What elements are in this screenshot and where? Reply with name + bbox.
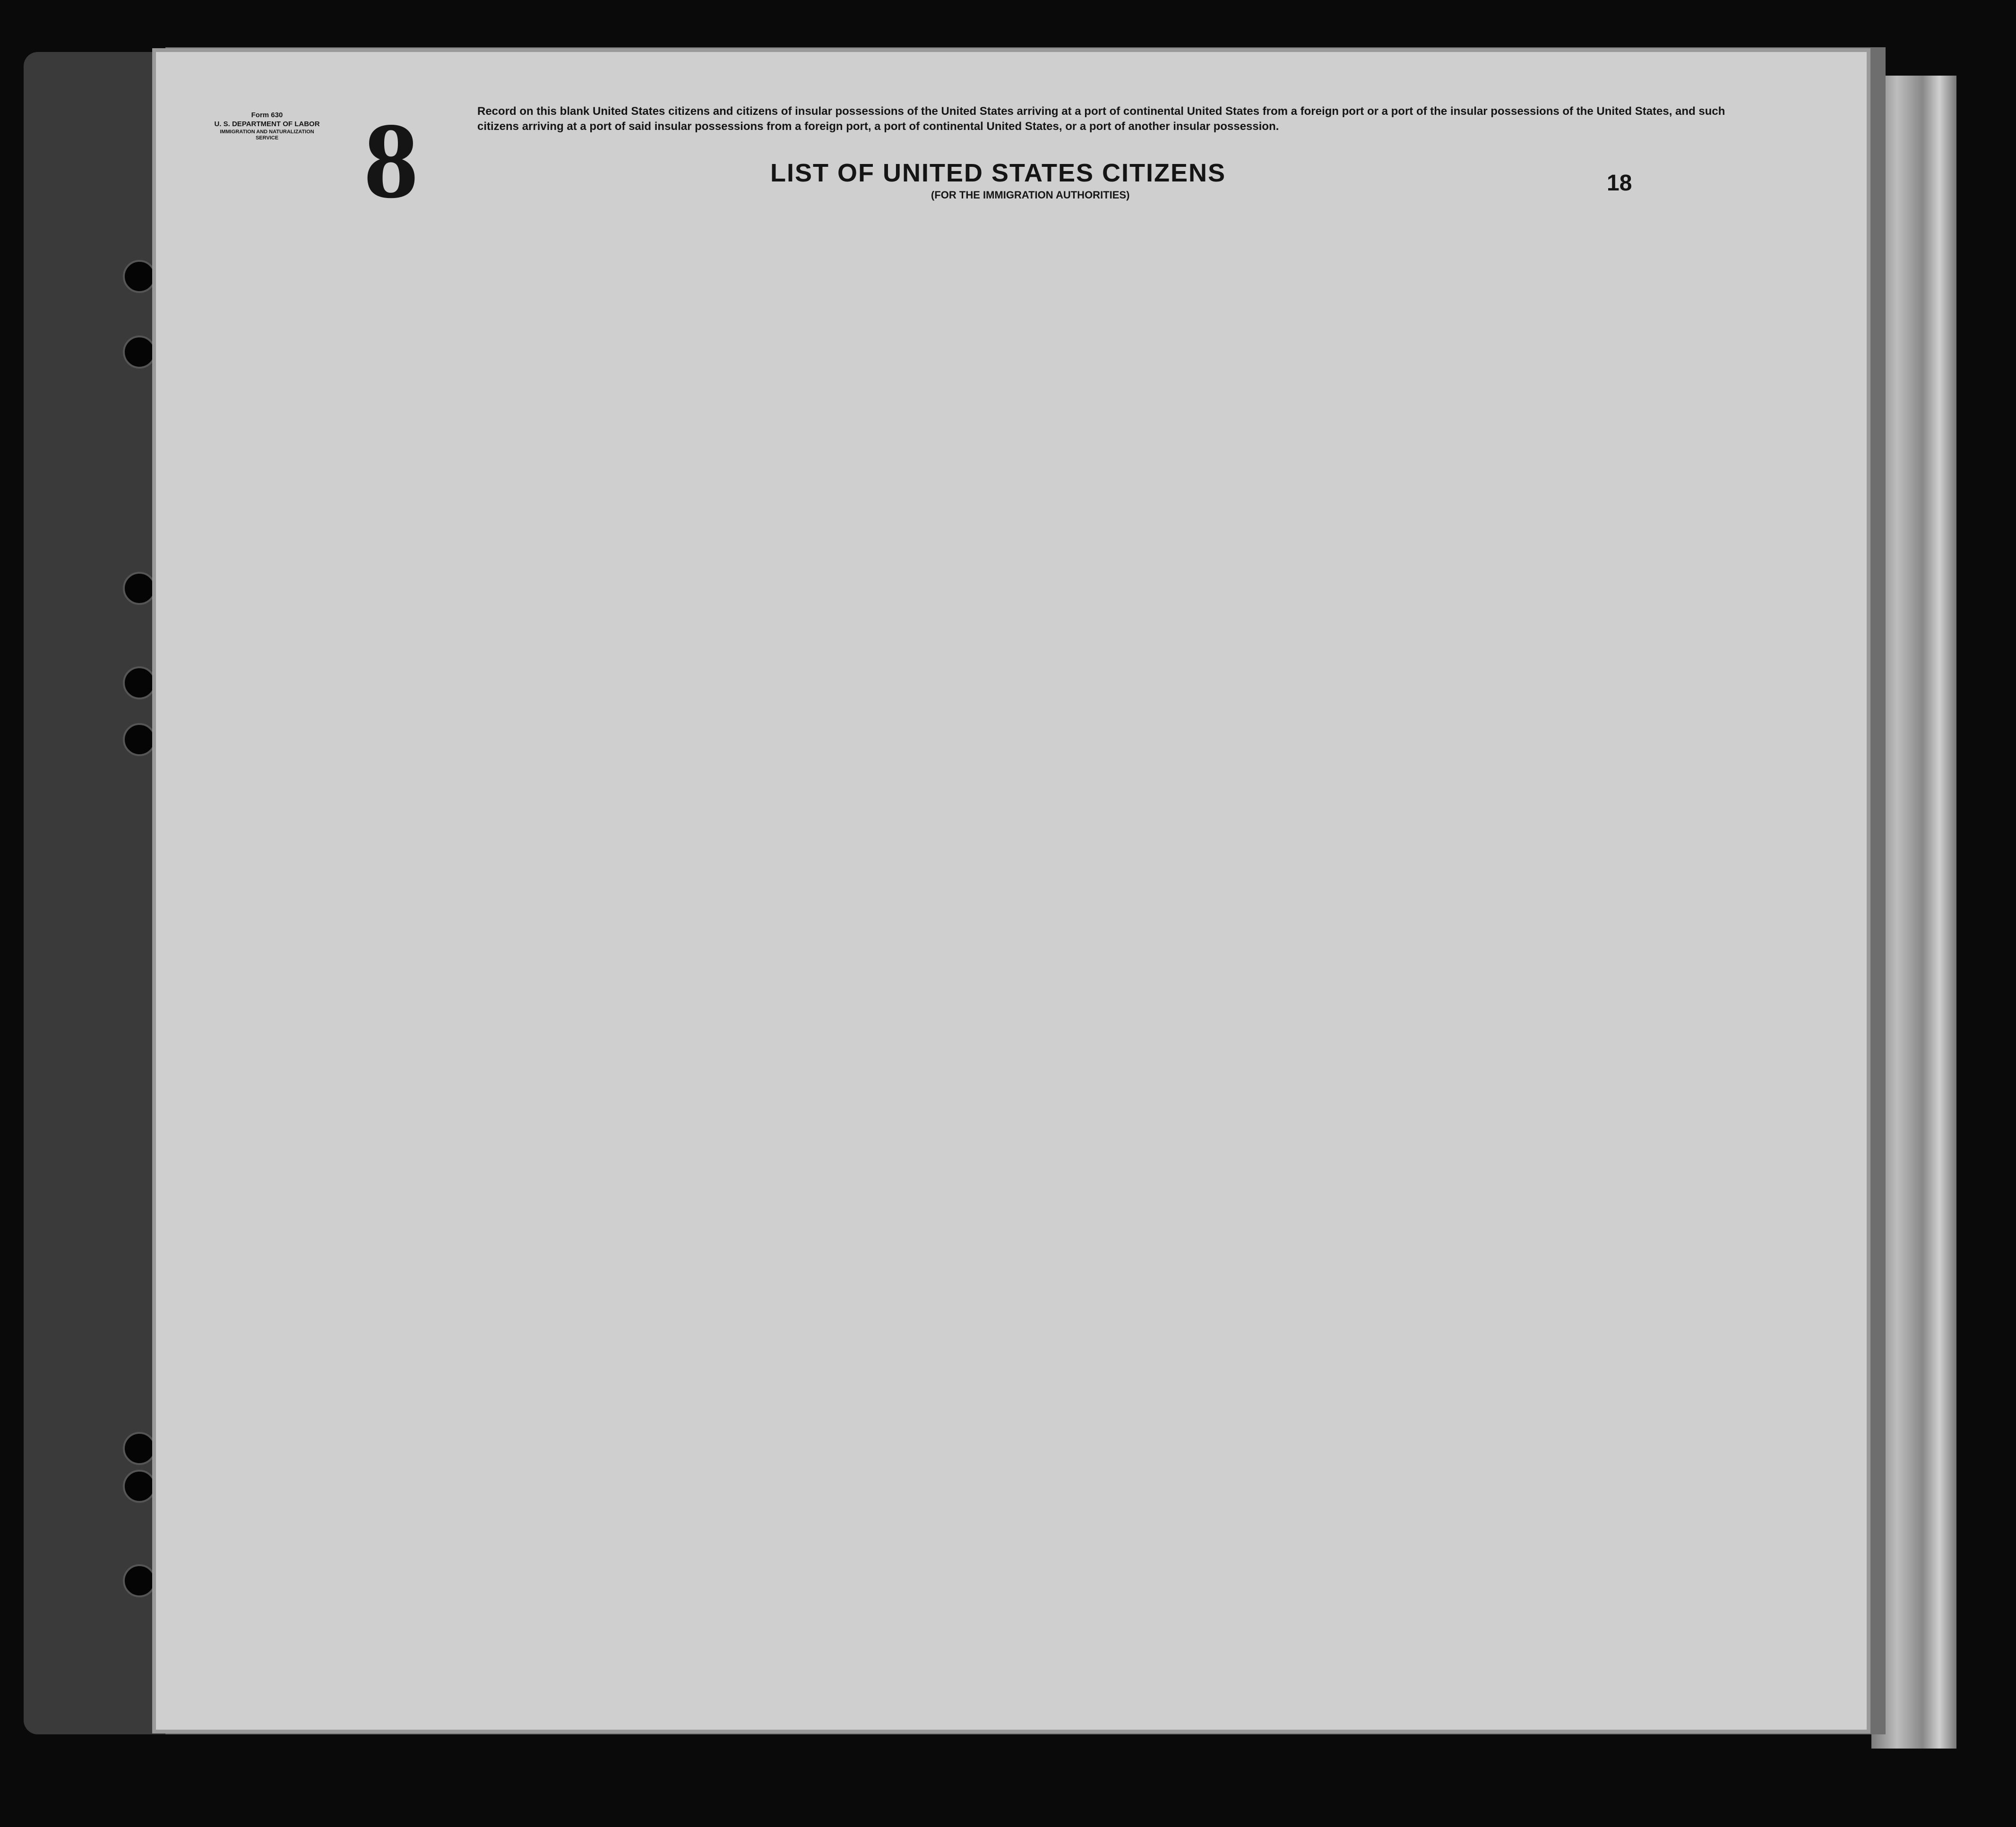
form-number: Form 630: [251, 111, 283, 119]
binder-hole: [123, 1470, 156, 1503]
page-number: 18: [1607, 171, 1632, 196]
binder-hole: [123, 1432, 156, 1465]
page-stack-edge: [1871, 76, 1956, 1749]
manifest-page: [156, 52, 1867, 1730]
binder-hole: [123, 666, 156, 699]
binder-hole: [123, 572, 156, 605]
binder-hole: [123, 336, 156, 369]
binder-hole: [123, 260, 156, 293]
page-title: LIST OF UNITED STATES CITIZENS: [770, 159, 1226, 187]
department: U. S. DEPARTMENT OF LABOR: [214, 120, 320, 128]
binder-hole: [123, 723, 156, 756]
form-identifier: [208, 111, 326, 142]
page-subtitle: (FOR THE IMMIGRATION AUTHORITIES): [931, 189, 1130, 201]
form-instructions: Record on this blank United States citizens and citizens of insular possessions of the United States arriving at a port of continental United States from a foreign port or a port of the insular possessions of the United States, and such citizens arriving at a port of said insular possessions from a foreign port, a port of continental United States, or a port of another insular possession.: [477, 105, 1725, 133]
binder-hole: [123, 1564, 156, 1597]
sheet-number-left: 8: [364, 100, 418, 221]
service: IMMIGRATION AND NATURALIZATION SERVICE: [220, 129, 314, 141]
